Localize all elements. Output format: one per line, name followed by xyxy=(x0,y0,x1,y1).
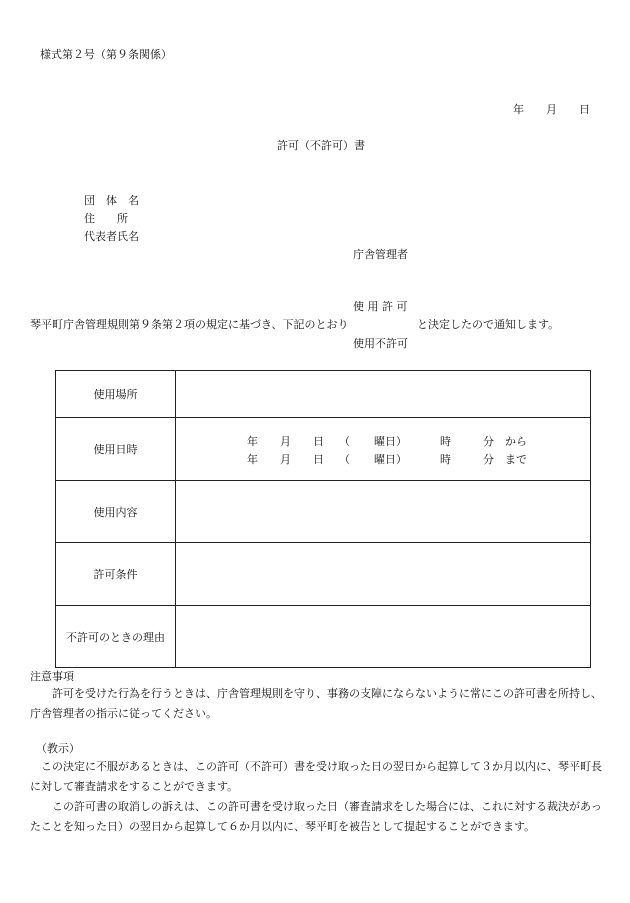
notes-heading: 注意事項 xyxy=(30,670,74,683)
date-day-label: 日 xyxy=(579,103,590,116)
usage-table xyxy=(55,370,591,668)
table-row xyxy=(56,481,591,543)
instruction-body xyxy=(30,757,605,837)
denial-reason-value-cell xyxy=(176,606,591,668)
from-paren-open: （ xyxy=(339,435,350,448)
from-minute-label: 分 xyxy=(483,435,494,448)
from-day-label: 日 xyxy=(313,435,324,448)
row-label-conditions: 許可条件 xyxy=(56,543,176,606)
from-weekday-label: 曜日） xyxy=(374,435,407,448)
datetime-to-line xyxy=(247,451,589,465)
to-year-label: 年 xyxy=(247,453,258,466)
content-value-cell xyxy=(176,481,591,543)
from-hour-label: 時 xyxy=(440,435,451,448)
row-label-place: 使用場所 xyxy=(56,371,176,418)
to-day-label: 日 xyxy=(313,453,324,466)
group-name-label: 団 体 名 xyxy=(84,194,139,207)
from-year-label: 年 xyxy=(247,435,258,448)
row-label-denial-reason: 不許可のときの理由 xyxy=(56,606,176,668)
table-row xyxy=(56,543,591,606)
row-label-datetime: 使用日時 xyxy=(56,418,176,481)
issuer-label: 庁舎管理者 xyxy=(353,248,408,261)
from-suffix: から xyxy=(505,435,527,448)
instruction-paragraph-2: この許可書の取消しの訴えは、この許可書を受け取った日（審査請求をした場合には、これに対する裁決があったことを知った日）の翌日から起算して６か月以内に、琴平町を被告として提起することができます。 xyxy=(30,800,602,833)
datetime-value-cell xyxy=(176,418,591,481)
to-suffix: まで xyxy=(505,453,527,466)
to-month-label: 月 xyxy=(280,453,291,466)
date-month-label: 月 xyxy=(546,103,557,116)
instruction-heading: （教示） xyxy=(36,742,80,755)
to-hour-label: 時 xyxy=(440,453,451,466)
table-row xyxy=(56,606,591,668)
row-label-content: 使用内容 xyxy=(56,481,176,543)
address-label: 住 所 xyxy=(84,212,128,225)
conditions-value-cell xyxy=(176,543,591,606)
place-value-cell xyxy=(176,371,591,418)
instruction-paragraph-1: この決定に不服があるときは、この許可（不許可）書を受け取った日の翌日から起算して３か月以内に、琴平町長に対して審査請求をすることができます。 xyxy=(30,760,602,793)
form-number: 様式第２号（第９条関係） xyxy=(40,48,172,61)
notice-option-deny: 使用不許可 xyxy=(353,337,408,350)
to-weekday-label: 曜日） xyxy=(374,453,407,466)
datetime-from-line xyxy=(247,433,589,447)
table-row xyxy=(56,371,591,418)
to-paren-open: （ xyxy=(339,453,350,466)
representative-label: 代表者氏名 xyxy=(84,230,139,243)
notice-prefix: 琴平町庁舎管理規則第９条第２項の規定に基づき、下記のとおり xyxy=(30,318,349,331)
date-year-label: 年 xyxy=(513,103,524,116)
to-minute-label: 分 xyxy=(483,453,494,466)
notes-body xyxy=(30,684,605,724)
notice-option-permit: 使 用 許 可 xyxy=(353,300,408,313)
notice-suffix: と決定したので通知します。 xyxy=(417,318,560,331)
document-title: 許可（不許可）書 xyxy=(277,139,365,152)
from-month-label: 月 xyxy=(280,435,291,448)
notes-paragraph: 許可を受けた行為を行うときは、庁舎管理規則を守り、事務の支障にならないように常にこの許可書を所持し、庁舎管理者の指示に従ってください。 xyxy=(30,687,602,720)
table-row xyxy=(56,418,591,481)
